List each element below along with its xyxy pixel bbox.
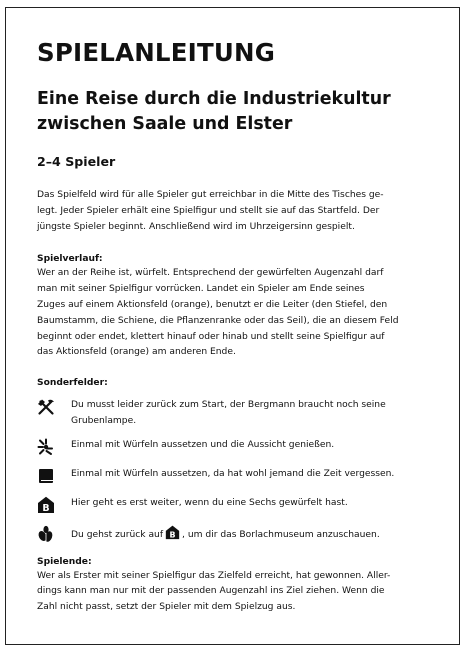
section-heading-spielverlauf: Spielverlauf: — [37, 254, 103, 265]
sunrise-icon — [37, 438, 55, 456]
special-text: Einmal mit Würfeln aussetzen und die Aussicht genießen. — [71, 439, 335, 450]
player-count: 2–4 Spieler — [37, 154, 116, 169]
special-text: Hier geht es erst weiter, wenn du eine Sechs gewürfelt hast. — [71, 497, 348, 508]
list-item — [37, 438, 429, 456]
section-heading-sonderfelder: Sonderfelder: — [37, 378, 108, 389]
spielverlauf-paragraph: Wer an der Reihe ist, würfelt. Entsprechend der gewürfelten Augenzahl darf man mit seiner Spielfigur vorrücken. Landet ein Spieler am Ende seines Zuges auf einem Aktionsfeld (orange), benutzt er die Leiter (den Stiefel, den Baumstamm, die Schiene, die Pflanzenranke oder das Seil), die an diesem Feld beginnt oder endet, klettert hinauf oder hinab und stellt seine Spielfigur auf das Aktionsfeld (orange) am anderen Ende. — [37, 268, 399, 358]
special-text: Einmal mit Würfeln aussetzen, da hat wohl jemand die Zeit vergessen. — [71, 468, 395, 479]
list-item — [37, 467, 429, 485]
special-fields-list — [37, 398, 429, 543]
list-item — [37, 525, 429, 544]
b-house-icon — [165, 525, 180, 540]
intro-paragraph: Das Spielfeld wird für alle Spieler gut erreichbar in die Mitte des Tisches ge- legt. Jeder Spieler erhält eine Spielfigur und stellt sie auf das Startfeld. Der jüngste Spieler beginnt. Anschließend wird im Uhrzeigersinn gespielt. — [37, 190, 384, 232]
book-icon — [37, 467, 55, 485]
special-text-after: , um dir das Borlachmuseum anzuschauen. — [182, 529, 380, 540]
special-text: Du musst leider zurück zum Start, der Bergmann braucht noch seine Grubenlampe. — [71, 400, 386, 426]
svg-text:B: B — [42, 502, 50, 514]
special-text — [71, 525, 380, 544]
list-item — [37, 398, 429, 430]
spielende-paragraph: Wer als Erster mit seiner Spielfigur das Zielfeld erreicht, hat gewonnen. Aller- dings kann man nur mit der passenden Augenzahl ins Ziel ziehen. Wenn die Zahl nicht passt, setzt der Spieler mit dem Spielzug aus. — [37, 570, 391, 613]
section-heading-spielende: Spielende: — [37, 556, 92, 567]
page-subtitle: Eine Reise durch die Industriekultur zwischen Saale und Elster — [37, 89, 391, 134]
leaf-plant-icon — [37, 525, 55, 543]
page-title: SPIELANLEITUNG — [37, 38, 276, 67]
special-text-before: Du gehst zurück auf — [71, 529, 164, 540]
list-item — [37, 496, 429, 514]
instructions-content — [37, 38, 429, 616]
b-house-icon — [37, 496, 55, 514]
svg-text:B: B — [169, 530, 176, 540]
hammer-pick-icon — [37, 398, 55, 416]
